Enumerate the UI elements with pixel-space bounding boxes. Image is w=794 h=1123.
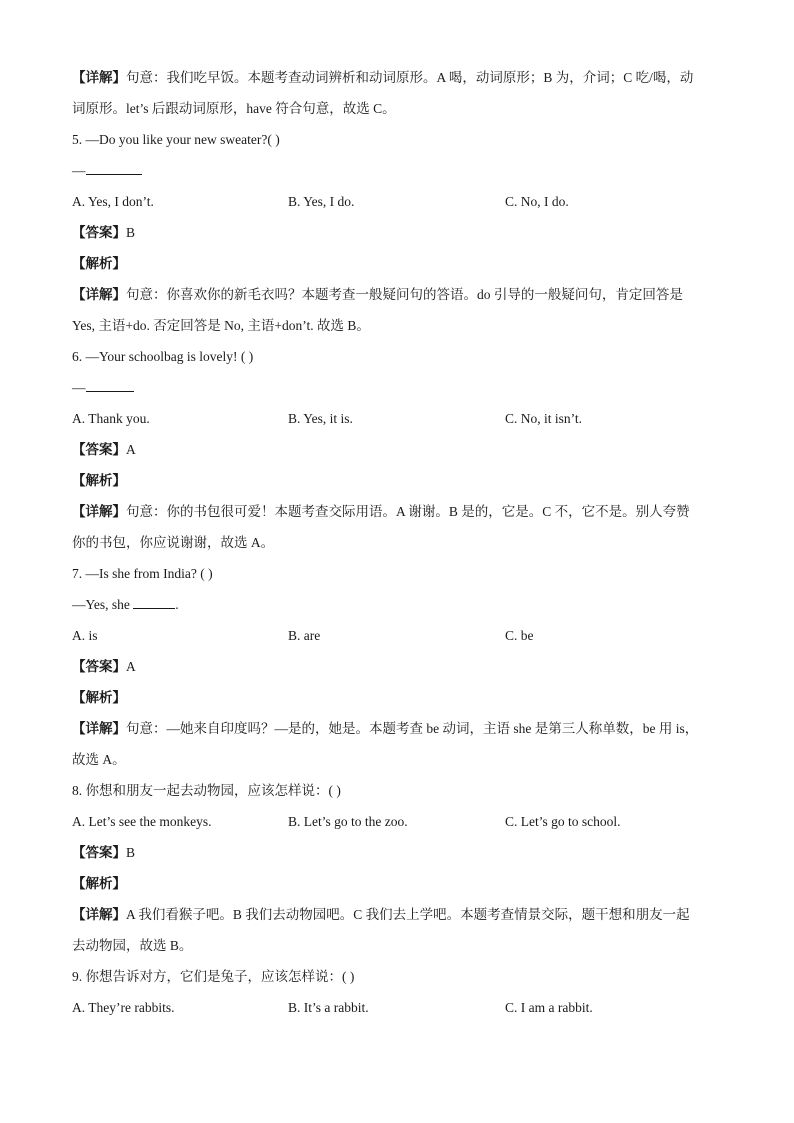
- question-8-detail-line-2: 去动物园，故选 B。: [72, 938, 193, 953]
- question-8-detail-line-1: 【详解】A 我们看猴子吧。B 我们去动物园吧。C 我们去上学吧。本题考查情景交际，题干想和朋友一起: [72, 907, 690, 922]
- option-c[interactable]: C. No, it isn’t.: [505, 411, 583, 426]
- question-9-stem: 9. 你想告诉对方，它们是兔子，应该怎样说：( ): [72, 969, 355, 984]
- question-5-detail-line-2: Yes, 主语+do. 否定回答是 No, 主语+don’t. 故选 B。: [72, 318, 370, 333]
- option-a[interactable]: A. Let’s see the monkeys.: [72, 814, 212, 829]
- question-5-answer: 【答案】B: [72, 225, 136, 240]
- question-8-stem: 8. 你想和朋友一起去动物园，应该怎样说：( ): [72, 783, 341, 798]
- question-8-answer: 【答案】B: [72, 845, 136, 860]
- question-7-answer: 【答案】A: [72, 659, 136, 674]
- question-5-options: [72, 186, 722, 217]
- intro-detail-line-1: 【详解】句意：我们吃早饭。本题考查动词辨析和动词原形。A 喝，动词原形；B 为，介词；C 吃/喝，动: [72, 70, 694, 85]
- option-b[interactable]: B. Yes, it is.: [288, 411, 353, 426]
- question-8-analysis: 【解析】: [72, 876, 126, 891]
- document-page: [72, 62, 722, 1023]
- question-6-answer: 【答案】A: [72, 442, 136, 457]
- option-a[interactable]: A. is: [72, 628, 98, 643]
- question-7-options: [72, 620, 722, 651]
- question-7-detail-line-1: 【详解】句意：—她来自印度吗？—是的，她是。本题考查 be 动词，主语 she 是第三人称单数，be 用 is，: [72, 721, 699, 736]
- question-7-reply: —Yes, she .: [72, 589, 722, 620]
- question-5-stem: 5. —Do you like your new sweater?( ): [72, 132, 280, 147]
- option-b[interactable]: B. Yes, I do.: [288, 194, 355, 209]
- answer-blank[interactable]: [86, 160, 142, 175]
- option-c[interactable]: C. No, I do.: [505, 194, 569, 209]
- answer-blank[interactable]: [86, 377, 134, 392]
- question-7-analysis: 【解析】: [72, 690, 126, 705]
- option-c[interactable]: C. Let’s go to school.: [505, 814, 621, 829]
- option-b[interactable]: B. are: [288, 628, 321, 643]
- answer-blank[interactable]: [133, 594, 175, 609]
- question-8-options: [72, 806, 722, 837]
- option-c[interactable]: C. be: [505, 628, 534, 643]
- question-5-reply: —: [72, 155, 722, 186]
- question-7-detail-line-2: 故选 A。: [72, 752, 126, 767]
- intro-detail-line-2: 词原形。let’s 后跟动词原形，have 符合句意，故选 C。: [72, 101, 396, 116]
- question-6-detail-line-1: 【详解】句意：你的书包很可爱！本题考查交际用语。A 谢谢。B 是的，它是。C 不，它不是。别人夸赞: [72, 504, 690, 519]
- question-7-stem: 7. —Is she from India? ( ): [72, 566, 213, 581]
- question-5-analysis: 【解析】: [72, 256, 126, 271]
- question-6-options: [72, 403, 722, 434]
- detail-tag: 【详解】: [72, 70, 126, 85]
- option-a[interactable]: A. Yes, I don’t.: [72, 194, 154, 209]
- option-a[interactable]: A. They’re rabbits.: [72, 1000, 175, 1015]
- question-9-options: [72, 992, 722, 1023]
- option-a[interactable]: A. Thank you.: [72, 411, 150, 426]
- option-b[interactable]: B. Let’s go to the zoo.: [288, 814, 408, 829]
- question-6-stem: 6. —Your schoolbag is lovely! ( ): [72, 349, 254, 364]
- question-6-reply: —: [72, 372, 722, 403]
- question-5-detail-line-1: 【详解】句意：你喜欢你的新毛衣吗？本题考查一般疑问句的答语。do 引导的一般疑问句，肯定回答是: [72, 287, 683, 302]
- question-6-analysis: 【解析】: [72, 473, 126, 488]
- option-c[interactable]: C. I am a rabbit.: [505, 1000, 593, 1015]
- question-6-detail-line-2: 你的书包，你应说谢谢，故选 A。: [72, 535, 275, 550]
- option-b[interactable]: B. It’s a rabbit.: [288, 1000, 369, 1015]
